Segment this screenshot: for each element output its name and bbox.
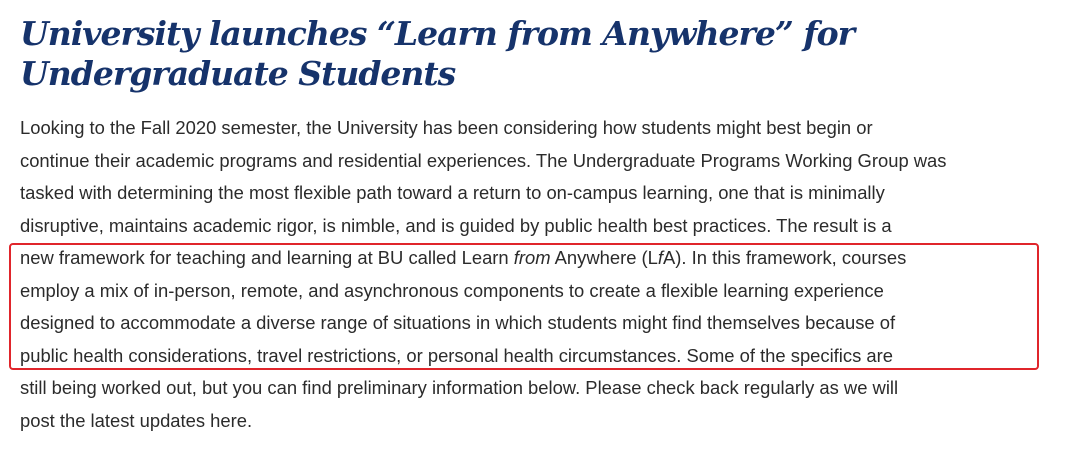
paragraph-line: still being worked out, but you can find preliminary information below. Please check back regularly as we will [20, 377, 899, 398]
paragraph-text: Anywhere (L [550, 247, 658, 268]
paragraph-line: tasked with determining the most flexible path toward a return to on-campus learning, one that is minimally [20, 182, 885, 203]
paragraph-text: A). In this framework, courses [663, 247, 907, 268]
headline-line: Undergraduate Students [20, 54, 456, 93]
article-headline [20, 14, 1060, 94]
emphasis-text: f [657, 247, 664, 268]
paragraph-line: designed to accommodate a diverse range of situations in which students might find themselves because of [20, 312, 896, 333]
paragraph-line: public health considerations, travel restrictions, or personal health circumstances. Some of the specifics are [20, 344, 893, 366]
emphasis-text: from [513, 247, 551, 268]
paragraph-line: Looking to the Fall 2020 semester, the University has been considering how students might best begin or [20, 117, 873, 138]
paragraph-line [20, 242, 1070, 275]
paragraph-text: new framework for teaching and learning at BU called Learn [20, 247, 514, 268]
paragraph-line: employ a mix of in-person, remote, and asynchronous components to create a flexible learning experience [20, 279, 884, 301]
paragraph-line: continue their academic programs and residential experiences. The Undergraduate Programs Working Group was [20, 149, 947, 171]
article-paragraph [20, 112, 1070, 437]
paragraph-line: post the latest updates here. [20, 409, 253, 431]
headline-line: University launches “Learn from Anywhere” for [20, 14, 854, 53]
paragraph-line: disruptive, maintains academic rigor, is nimble, and is guided by public health best practices. The result is a [20, 214, 892, 236]
